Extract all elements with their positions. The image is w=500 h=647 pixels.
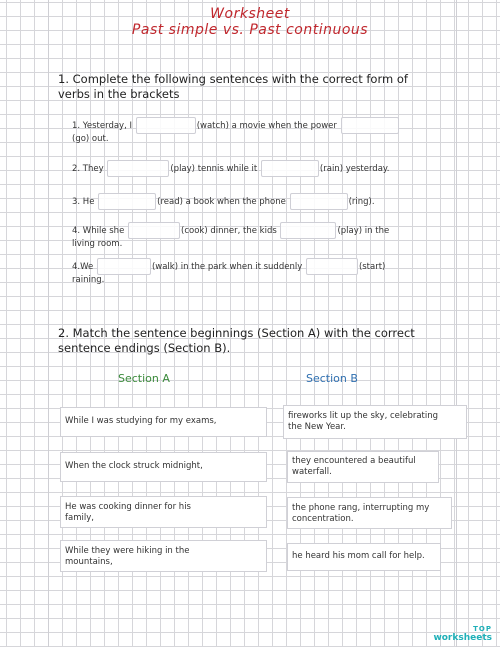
section-b-text: the New Year. (288, 422, 346, 432)
answer-blank[interactable] (107, 160, 169, 177)
topworksheets-logo (433, 625, 492, 643)
section-a-text: When the clock struck midnight, (65, 461, 203, 471)
worksheet-subtitle: Past simple vs. Past continuous (131, 22, 369, 38)
logo-top-text: TOP (473, 625, 492, 633)
item-text: (read) a book when the phone (157, 197, 286, 207)
left-margin-line (48, 0, 49, 647)
section-a-text: While I was studying for my exams, (65, 416, 217, 426)
section-b-heading: Section B (306, 372, 358, 385)
item-text: 3. He (72, 197, 95, 207)
section-b-text: concentration. (292, 514, 354, 524)
right-margin-line (456, 0, 457, 647)
section-a-text: mountains, (65, 557, 113, 567)
section-b-text: the phone rang, interrupting my (292, 503, 430, 513)
section-b-text: they encountered a beautiful (292, 456, 416, 466)
answer-blank[interactable] (341, 117, 399, 134)
item-text: (watch) a movie when the power (196, 121, 337, 131)
worksheet-title: Worksheet (210, 6, 290, 22)
section-a-box[interactable] (60, 452, 267, 482)
item-text: (cook) dinner, the kids (181, 226, 277, 236)
section-a-box[interactable] (60, 407, 267, 437)
instruction-line: 1. Complete the following sentences with the correct form of (58, 72, 408, 86)
item-text: (start) (358, 262, 386, 272)
item-text: living room. (72, 239, 123, 249)
section-a-box[interactable] (60, 496, 267, 528)
item-text: 1. Yesterday, I (72, 121, 132, 131)
item-text: (ring). (348, 197, 375, 207)
exercise-item-3 (72, 193, 432, 210)
section-a-heading: Section A (118, 372, 170, 385)
exercise-item-2 (72, 160, 432, 177)
item-text: (go) out. (72, 134, 109, 144)
answer-blank[interactable] (98, 193, 156, 210)
section-a-text: While they were hiking in the (65, 546, 190, 556)
item-text: 4.We (72, 262, 94, 272)
section-b-box[interactable] (287, 543, 441, 571)
section-b-box[interactable] (283, 405, 467, 439)
section-a-box[interactable] (60, 540, 267, 572)
logo-name-text: worksheets (433, 633, 492, 643)
answer-blank[interactable] (128, 222, 180, 239)
answer-blank[interactable] (97, 258, 151, 275)
item-text: 2. They (72, 164, 104, 174)
item-text: raining. (72, 275, 105, 285)
answer-blank[interactable] (280, 222, 336, 239)
section-b-text: waterfall. (292, 467, 332, 477)
answer-blank[interactable] (290, 193, 348, 210)
instruction-line: 2. Match the sentence beginnings (Section A) with the correct (58, 326, 415, 340)
section-b-text: he heard his mom call for help. (292, 551, 425, 561)
section-b-box[interactable] (287, 451, 439, 483)
section-b-text: fireworks lit up the sky, celebrating (288, 411, 439, 421)
answer-blank[interactable] (261, 160, 319, 177)
exercise-item-1 (72, 117, 432, 145)
answer-blank[interactable] (306, 258, 358, 275)
answer-blank[interactable] (136, 117, 196, 134)
item-text: (rain) yesterday. (319, 164, 390, 174)
section-b-box[interactable] (287, 497, 452, 529)
section1-instruction (58, 72, 448, 102)
section2-instruction (58, 326, 448, 356)
section-a-text: He was cooking dinner for his (65, 502, 191, 512)
exercise-item-5 (72, 258, 432, 286)
instruction-line: sentence endings (Section B). (58, 341, 231, 355)
section-a-text: family, (65, 513, 94, 523)
item-text: (walk) in the park when it suddenly (151, 262, 303, 272)
instruction-line: verbs in the brackets (58, 87, 180, 101)
item-text: (play) tennis while it (170, 164, 258, 174)
item-text: (play) in the (337, 226, 390, 236)
item-text: 4. While she (72, 226, 125, 236)
exercise-item-4 (72, 222, 432, 250)
